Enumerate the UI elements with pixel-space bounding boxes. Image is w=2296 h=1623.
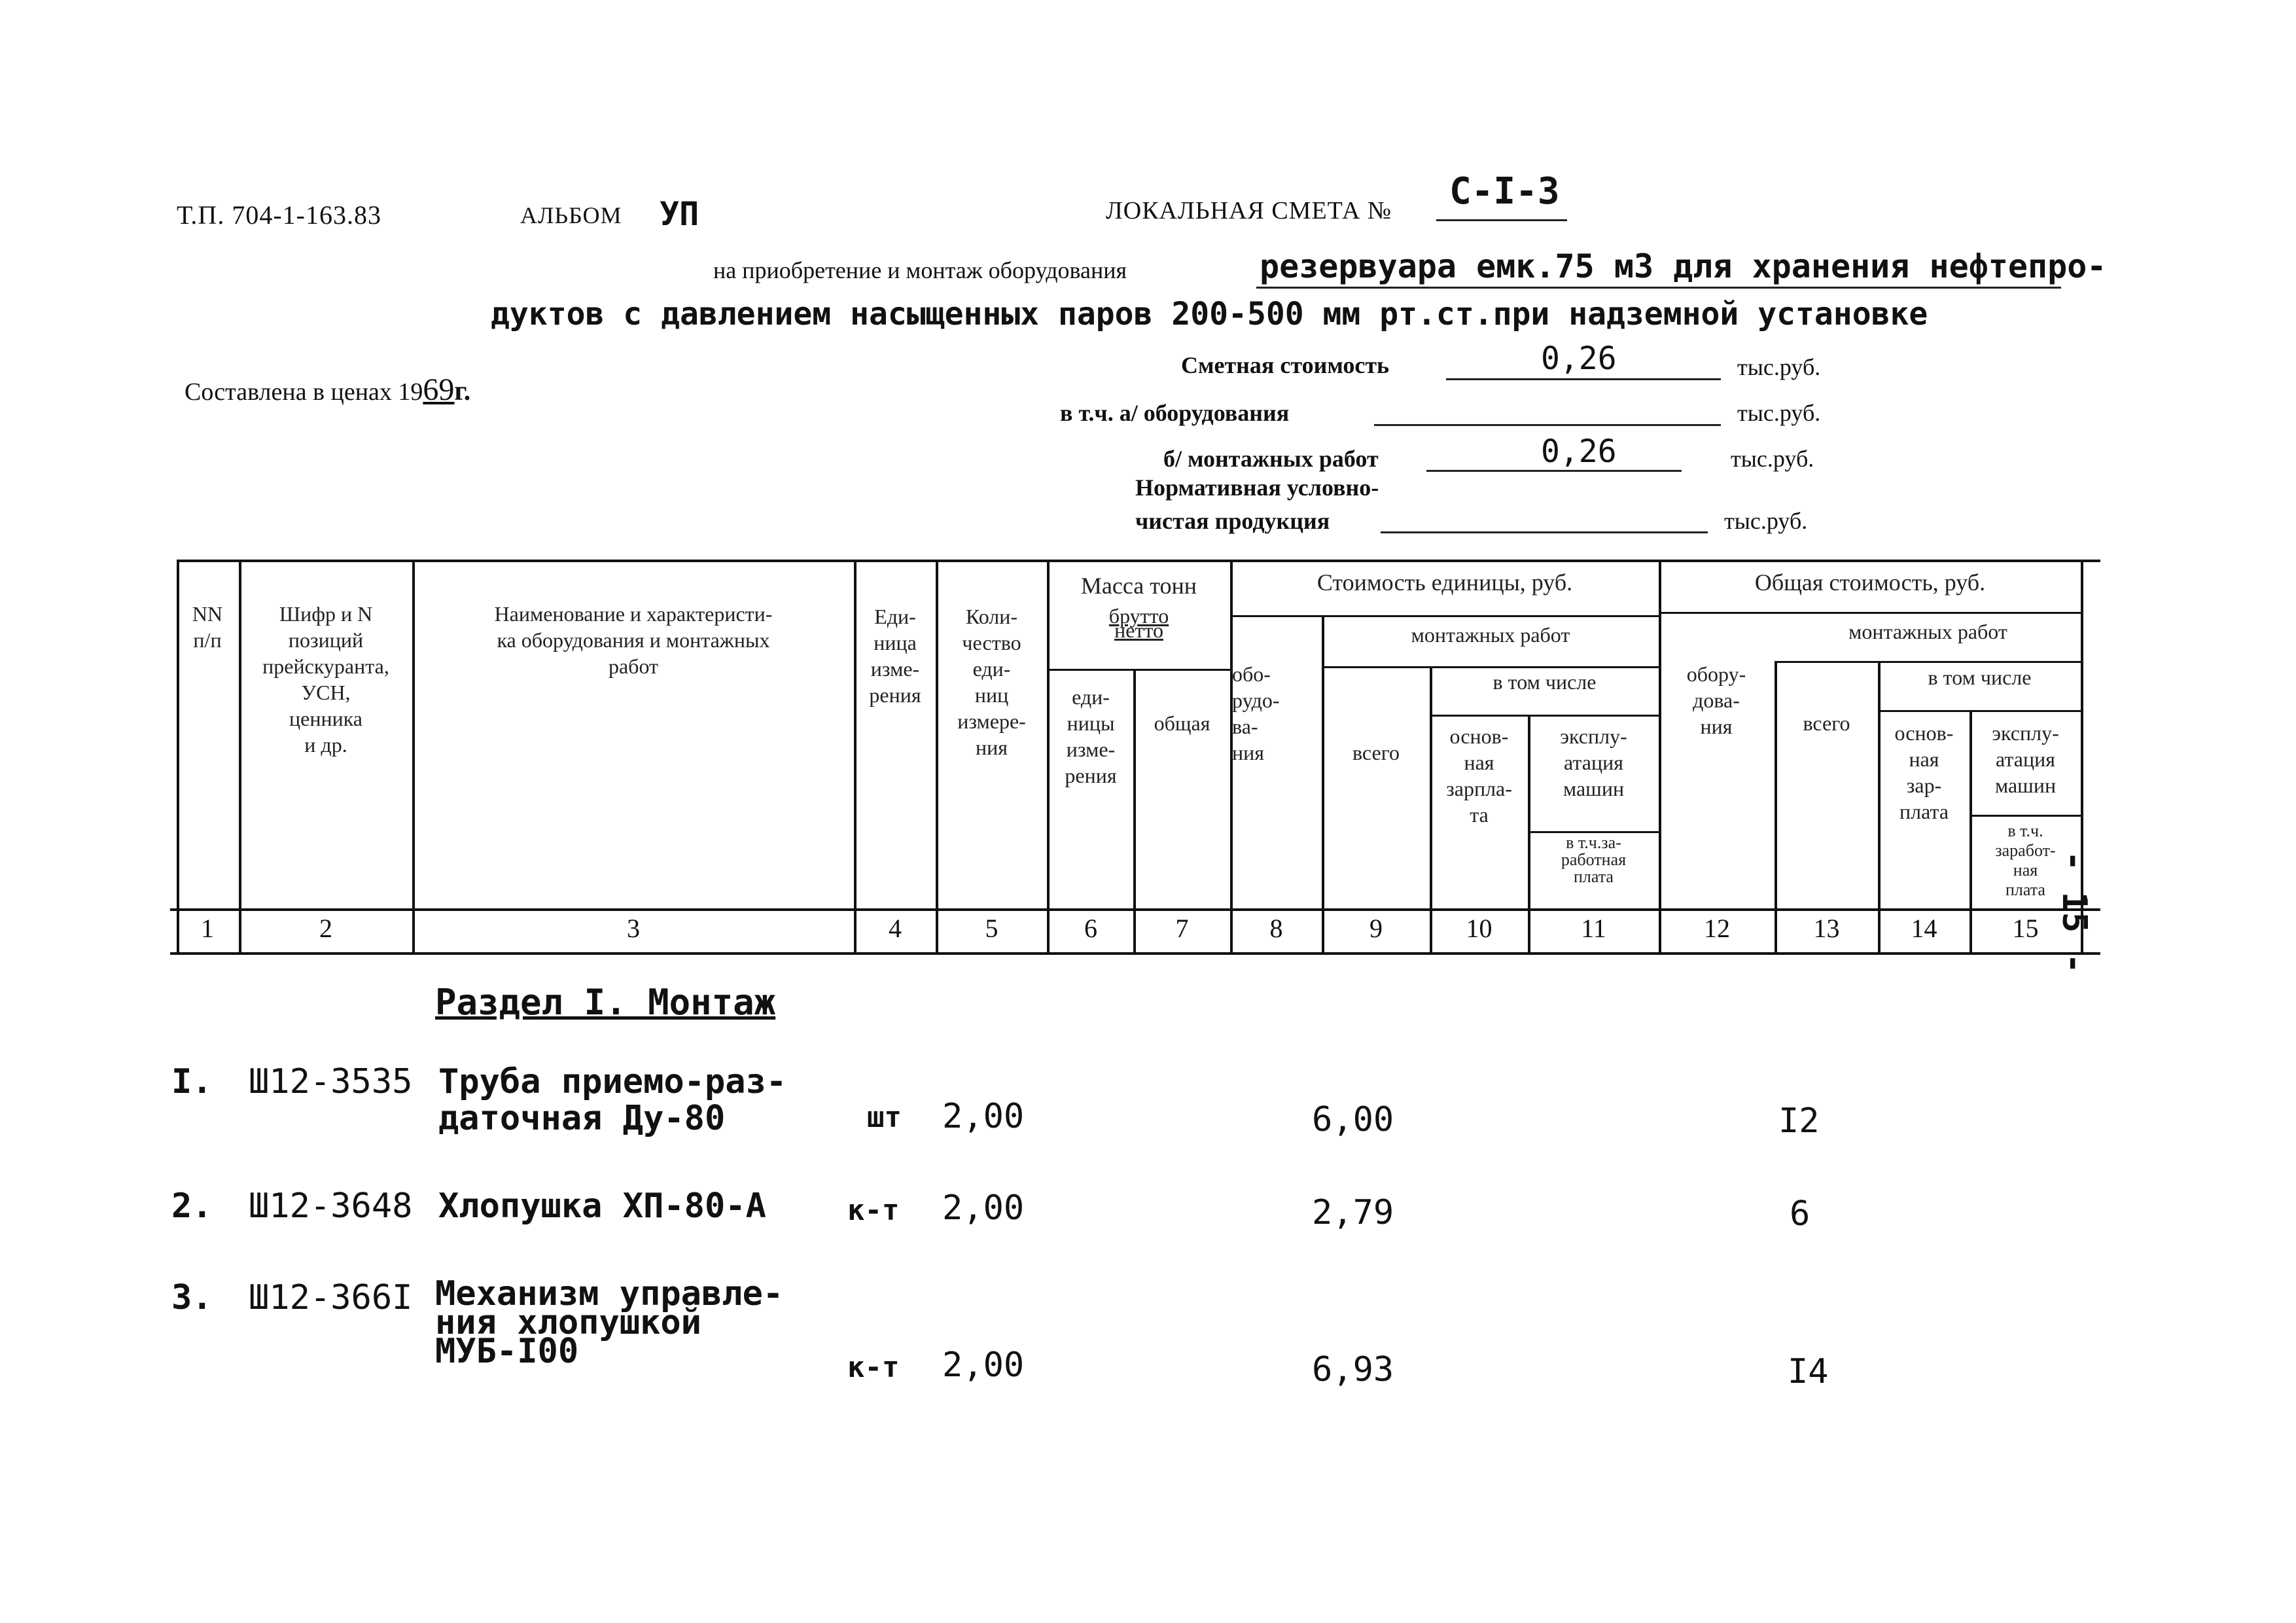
mount-cost-unit: тыс.руб. — [1731, 446, 1814, 472]
row-unit: к-т — [847, 1194, 900, 1227]
table-top-border — [177, 560, 2100, 562]
prices-suffix: г. — [454, 376, 471, 406]
header-mass: Масса тонн — [1080, 573, 1197, 599]
unit-mount-sub-line — [1322, 666, 1659, 668]
row-unit-cost: 2,79 — [1312, 1193, 1394, 1232]
header-unit-machines: эксплу- атация машин — [1560, 724, 1627, 800]
row-unit: к-т — [847, 1351, 900, 1384]
header-mass-sub: брутто нетто — [1108, 604, 1169, 642]
col-num-14: 14 — [1911, 914, 1937, 943]
header-unit-incl: в том числе — [1492, 670, 1597, 694]
col-num-5: 5 — [985, 914, 998, 943]
row-total: I2 — [1778, 1101, 1820, 1141]
header-total-incl: в том числе — [1928, 666, 2032, 689]
purpose-underline-1 — [1256, 287, 2061, 289]
prices-label — [185, 372, 470, 408]
table-bottom-border — [170, 952, 2100, 955]
row-name: Механизм управле- ния хлопушкой МУБ-I00 — [435, 1274, 784, 1371]
norm-label-1: Нормативная условно- — [1135, 474, 1379, 501]
mount-cost-label: б/ монтажных работ — [1163, 446, 1379, 472]
purpose-line-2: дуктов с давлением насыщенных паров 200-500 мм рт.ст.при надземной установке — [491, 296, 1928, 332]
row-number: 3. — [171, 1278, 213, 1317]
total-cost-line — [1446, 378, 1721, 380]
album-number: УП — [660, 195, 699, 233]
col-num-2: 2 — [319, 914, 332, 943]
mass-sub-line — [1047, 669, 1230, 671]
col-num-11: 11 — [1581, 914, 1606, 943]
header-unit-cost: Стоимость единицы, руб. — [1316, 569, 1573, 596]
col-num-4: 4 — [889, 914, 902, 943]
row-name: Хлопушка ХП-80-А — [438, 1186, 766, 1226]
col-num-12: 12 — [1704, 914, 1730, 943]
total-mount-sub-line — [1775, 661, 2081, 663]
unit-incl-sub-line — [1430, 715, 1659, 717]
col-border-12 — [1775, 661, 1777, 952]
header-total-salary: основ- ная зар- плата — [1894, 721, 1954, 823]
header-unit-mount-all: всего — [1352, 741, 1400, 764]
col-num-8: 8 — [1269, 914, 1283, 943]
col-num-9: 9 — [1369, 914, 1383, 943]
equipment-cost-line — [1374, 424, 1721, 426]
mount-cost-value: 0,26 — [1541, 433, 1617, 470]
smeta-number-underline — [1436, 219, 1567, 221]
row-unit-cost: 6,00 — [1312, 1100, 1394, 1139]
equipment-cost-label: в т.ч. а/ оборудования — [1060, 400, 1290, 426]
row-unit-cost: 6,93 — [1312, 1350, 1394, 1389]
header-unit: Еди- ница изме- рения — [869, 605, 921, 707]
col-num-1: 1 — [201, 914, 214, 943]
row-total: I4 — [1788, 1352, 1829, 1391]
norm-line — [1381, 531, 1708, 533]
col-num-3: 3 — [627, 914, 640, 943]
row-unit: шт — [867, 1101, 902, 1134]
document-title: ЛОКАЛЬНАЯ СМЕТА № — [1106, 197, 1392, 224]
row-code: Ш12-3648 — [249, 1186, 413, 1226]
header-total-equip: обору- дова- ния — [1686, 662, 1746, 738]
col-num-7: 7 — [1175, 914, 1189, 943]
total-cost-unit: тыс.руб. — [1737, 354, 1821, 380]
row-qty: 2,00 — [942, 1097, 1025, 1136]
col-border-15 — [2081, 560, 2083, 952]
norm-unit: тыс.руб. — [1724, 508, 1808, 534]
prices-label-text: Составлена в ценах 19 — [185, 378, 423, 406]
row-code: Ш12-366I — [249, 1278, 413, 1317]
header-name: Наименование и характеристи- ка оборудования и монтажных работ — [494, 602, 773, 678]
header-total-mount-all: всего — [1803, 711, 1850, 735]
row-qty: 2,00 — [942, 1188, 1025, 1228]
header-unit-salary: основ- ная зарпла- та — [1446, 724, 1512, 827]
equipment-cost-unit: тыс.руб. — [1737, 400, 1821, 426]
norm-label-2: чистая продукция — [1135, 508, 1330, 534]
album-label: АЛЬБОМ — [520, 202, 622, 228]
header-qty: Коли- чество еди- ниц измере- ния — [957, 605, 1026, 759]
total-cost-value: 0,26 — [1541, 340, 1617, 377]
total-cost-sub-line — [1659, 612, 2081, 614]
col-num-13: 13 — [1813, 914, 1840, 943]
section-title: Раздел I. Монтаж — [435, 982, 776, 1023]
col-num-10: 10 — [1466, 914, 1492, 943]
header-mass-total: общая — [1154, 711, 1210, 735]
smeta-number: С-I-3 — [1449, 170, 1560, 213]
header-nn: NN п/п — [192, 602, 223, 652]
prices-year: 69 — [423, 372, 455, 407]
header-unit-machines-salary: в т.ч.за- работная плата — [1561, 833, 1627, 886]
project-code: Т.П. 704-1-163.83 — [177, 200, 381, 230]
unit-cost-sub-line — [1230, 615, 1659, 617]
row-code: Ш12-3535 — [249, 1062, 413, 1101]
c15-inner-line — [1969, 815, 2081, 817]
header-total-machines: эксплу- атация машин — [1992, 721, 2059, 797]
col-border-11 — [1659, 560, 1661, 952]
total-cost-label: Сметная стоимость — [1181, 352, 1390, 378]
row-number: I. — [171, 1062, 213, 1101]
purpose-line-1: резервуара емк.75 м3 для хранения нефтепро- — [1260, 247, 2107, 285]
header-total-cost: Общая стоимость, руб. — [1754, 569, 1986, 596]
row-name: Труба приемо-раз- даточная Ду-80 — [438, 1062, 787, 1138]
header-total-machines-salary: в т.ч. заработ- ная плата — [1995, 821, 2056, 899]
row-total: 6 — [1790, 1194, 1810, 1234]
purpose-label: на приобретение и монтаж оборудования — [713, 257, 1127, 283]
header-total-mount: монтажных работ — [1848, 620, 2007, 643]
row-number: 2. — [171, 1186, 213, 1226]
col-num-6: 6 — [1084, 914, 1097, 943]
total-incl-sub-line — [1878, 710, 2081, 712]
header-unit-mount: монтажных работ — [1411, 623, 1570, 647]
col-num-15: 15 — [2012, 914, 2039, 943]
header-code: Шифр и N позиций прейскуранта, УСН, ценника и др. — [262, 602, 389, 757]
page-number: - 15 - — [2055, 851, 2094, 974]
mount-cost-line — [1426, 470, 1682, 472]
header-mass-unit: еди- ницы изме- рения — [1065, 685, 1117, 787]
header-unit-equip: обо- рудо- ва- ния — [1232, 662, 1280, 764]
row-qty: 2,00 — [942, 1346, 1025, 1385]
